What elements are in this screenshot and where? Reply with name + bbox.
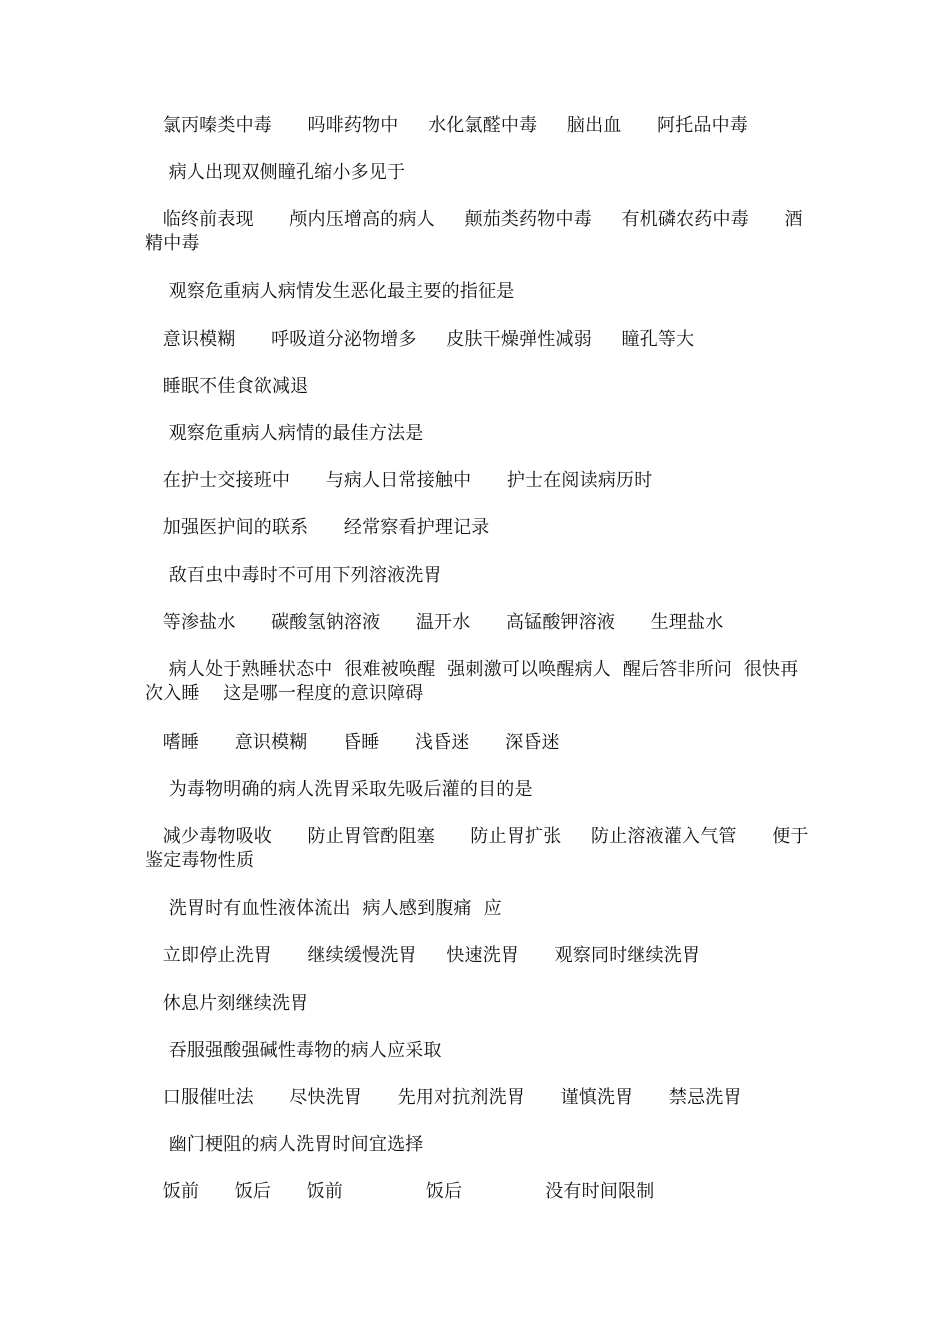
question-line: 病人出现双侧瞳孔缩小多见于 bbox=[145, 162, 406, 183]
answer-options-line: 立即停止洗胃 继续缓慢洗胃 快速洗胃 观察同时继续洗胃 bbox=[145, 945, 701, 966]
question-line: 观察危重病人病情发生恶化最主要的指征是 bbox=[145, 281, 515, 302]
answer-options-line: 减少毒物吸收 防止胃管酌阻塞 防止胃扩张 防止溶液灌入气管 便于鉴定毒物性质 bbox=[145, 826, 809, 871]
answer-options-line: 等渗盐水 碳酸氢钠溶液 温开水 高锰酸钾溶液 生理盐水 bbox=[145, 612, 724, 633]
question-line: 吞服强酸强碱性毒物的病人应采取 bbox=[145, 1040, 442, 1061]
question-line: 为毒物明确的病人洗胃采取先吸后灌的目的是 bbox=[145, 779, 533, 800]
answer-options-line: 加强医护间的联系 经常察看护理记录 bbox=[145, 517, 490, 538]
answer-options-line: 口服催吐法 尽快洗胃 先用对抗剂洗胃 谨慎洗胃 禁忌洗胃 bbox=[145, 1087, 742, 1108]
answer-options-line: 饭前 饭后 饭前 饭后 没有时间限制 bbox=[145, 1181, 655, 1202]
answer-options-line: 临终前表现 颅内压增高的病人 颠茄类药物中毒 有机磷农药中毒 酒精中毒 bbox=[145, 209, 803, 254]
answer-options-line: 休息片刻继续洗胃 bbox=[145, 993, 309, 1014]
question-line: 观察危重病人病情的最佳方法是 bbox=[145, 423, 424, 444]
answer-options-line: 睡眠不佳食欲减退 bbox=[145, 376, 309, 397]
question-line: 洗胃时有血性液体流出 病人感到腹痛 应 bbox=[145, 898, 502, 919]
question-line: 幽门梗阻的病人洗胃时间宜选择 bbox=[145, 1134, 424, 1155]
answer-options-line: 在护士交接班中 与病人日常接触中 护士在阅读病历时 bbox=[145, 470, 653, 491]
question-line: 敌百虫中毒时不可用下列溶液洗胃 bbox=[145, 565, 442, 586]
question-line: 病人处于熟睡状态中 很难被唤醒 强刺激可以唤醒病人 醒后答非所问 很快再次入睡 这是哪一程度的意识障碍 bbox=[145, 659, 799, 704]
answer-options-line: 意识模糊 呼吸道分泌物增多 皮肤干燥弹性减弱 瞳孔等大 bbox=[145, 329, 695, 350]
answer-options-line: 嗜睡 意识模糊 昏睡 浅昏迷 深昏迷 bbox=[145, 732, 560, 753]
answer-options-line: 氯丙嗪类中毒 吗啡药物中 水化氯醛中毒 脑出血 阿托品中毒 bbox=[145, 115, 749, 136]
